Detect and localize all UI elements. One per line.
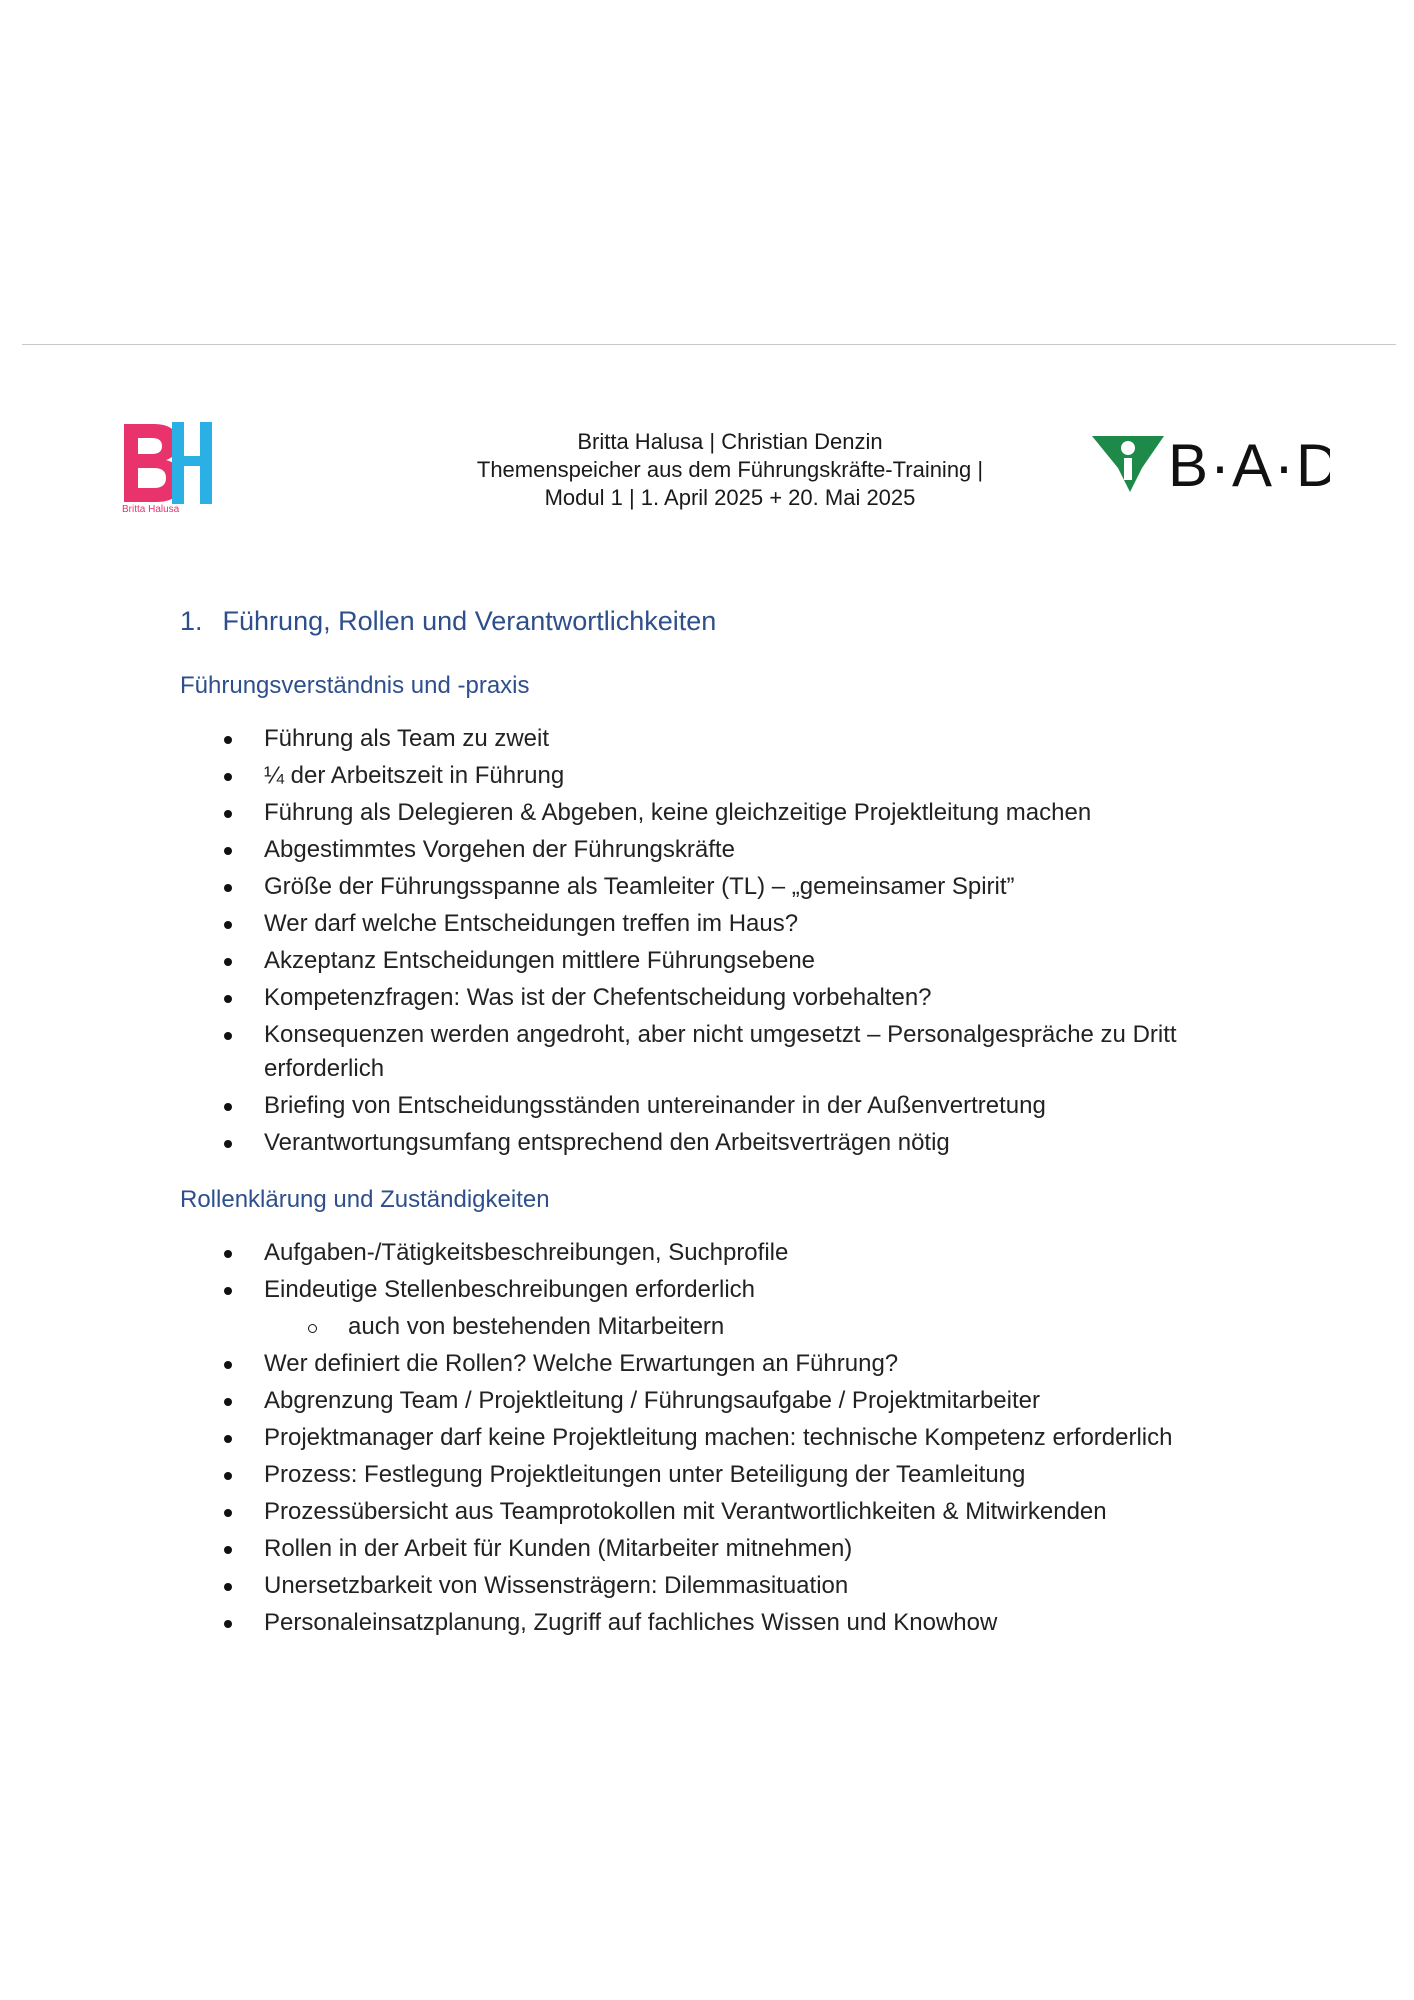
bullet-icon <box>224 1509 232 1517</box>
bullet-icon <box>224 847 232 855</box>
bullet-icon <box>224 1546 232 1554</box>
svg-text:B·A·D: B·A·D <box>1168 432 1330 499</box>
page-divider <box>22 344 1396 345</box>
bullet-icon <box>224 1472 232 1480</box>
bullet-icon <box>224 884 232 892</box>
list-item: Abgestimmtes Vorgehen der Führungskräfte <box>0 833 1224 867</box>
section-number: 1. <box>180 606 203 636</box>
list-item: Akzeptanz Entscheidungen mittlere Führungsebene <box>0 944 1224 978</box>
list-item: Kompetenzfragen: Was ist der Chefentscheidung vorbehalten? <box>0 981 1224 1015</box>
header-subtitle: Themenspeicher aus dem Führungskräfte-Training | <box>476 457 984 482</box>
bullet-icon <box>224 958 232 966</box>
bullet-icon <box>224 736 232 744</box>
list-item: Wer darf welche Entscheidungen treffen im Haus? <box>0 907 1224 941</box>
list-item: Abgrenzung Team / Projektleitung / Führungsaufgabe / Projektmitarbeiter <box>0 1384 1224 1418</box>
subsection-2-list <box>0 1236 1308 1643</box>
svg-text:Britta Halusa: Britta Halusa <box>122 504 180 514</box>
circle-bullet-icon <box>308 1324 317 1333</box>
section-heading <box>180 606 716 637</box>
list-item: Verantwortungsumfang entsprechend den Arbeitsverträgen nötig <box>0 1126 1224 1160</box>
subsection-1-title: Führungsverständnis und -praxis <box>180 672 530 699</box>
list-item: Größe der Führungsspanne als Teamleiter (TL) – „gemeinsamer Spirit” <box>0 870 1224 904</box>
list-item: Führung als Delegieren & Abgeben, keine gleichzeitige Projektleitung machen <box>0 796 1224 830</box>
list-item: Konsequenzen werden angedroht, aber nicht umgesetzt – Personalgespräche zu Dritt erforderlich <box>0 1018 1224 1086</box>
bullet-icon <box>224 995 232 1003</box>
list-item: Briefing von Entscheidungsständen untereinander in der Außenvertretung <box>0 1089 1224 1123</box>
list-item: Führung als Team zu zweit <box>0 722 1224 756</box>
list-item: Eindeutige Stellenbeschreibungen erforderlich <box>0 1273 1224 1307</box>
sub-list-item: auch von bestehenden Mitarbeitern <box>0 1310 1308 1344</box>
list-item: Aufgaben-/Tätigkeitsbeschreibungen, Suchprofile <box>0 1236 1224 1270</box>
britta-halusa-logo <box>120 418 220 514</box>
document-header <box>420 428 1040 512</box>
bullet-icon <box>224 921 232 929</box>
bullet-icon <box>224 1250 232 1258</box>
bullet-icon <box>224 1398 232 1406</box>
subsection-2-title: Rollenklärung und Zuständigkeiten <box>180 1186 550 1213</box>
list-item: Personaleinsatzplanung, Zugriff auf fachliches Wissen und Knowhow <box>0 1606 1224 1640</box>
list-item: Prozess: Festlegung Projektleitungen unter Beteiligung der Teamleitung <box>0 1458 1224 1492</box>
list-item: Prozessübersicht aus Teamprotokollen mit Verantwortlichkeiten & Mitwirkenden <box>0 1495 1224 1529</box>
bullet-icon <box>224 1287 232 1295</box>
bullet-icon <box>224 810 232 818</box>
list-item: Wer definiert die Rollen? Welche Erwartungen an Führung? <box>0 1347 1224 1381</box>
section-title: Führung, Rollen und Verantwortlichkeiten <box>222 606 717 636</box>
list-item: Unersetzbarkeit von Wissensträgern: Dilemmasituation <box>0 1569 1224 1603</box>
bad-logo <box>1090 428 1330 502</box>
list-item: Projektmanager darf keine Projektleitung machen: technische Kompetenz erforderlich <box>0 1421 1224 1455</box>
bullet-icon <box>224 1361 232 1369</box>
bullet-icon <box>224 773 232 781</box>
subsection-1-list <box>0 722 1224 1163</box>
bullet-icon <box>224 1103 232 1111</box>
bullet-icon <box>224 1620 232 1628</box>
bullet-icon <box>224 1032 232 1040</box>
header-module-dates: Modul 1 | 1. April 2025 + 20. Mai 2025 <box>544 485 916 510</box>
bullet-icon <box>224 1140 232 1148</box>
header-authors: Britta Halusa | Christian Denzin <box>577 429 883 454</box>
bullet-icon <box>224 1583 232 1591</box>
list-item: ¼ der Arbeitszeit in Führung <box>0 759 1224 793</box>
list-item: Rollen in der Arbeit für Kunden (Mitarbeiter mitnehmen) <box>0 1532 1224 1566</box>
bullet-icon <box>224 1435 232 1443</box>
